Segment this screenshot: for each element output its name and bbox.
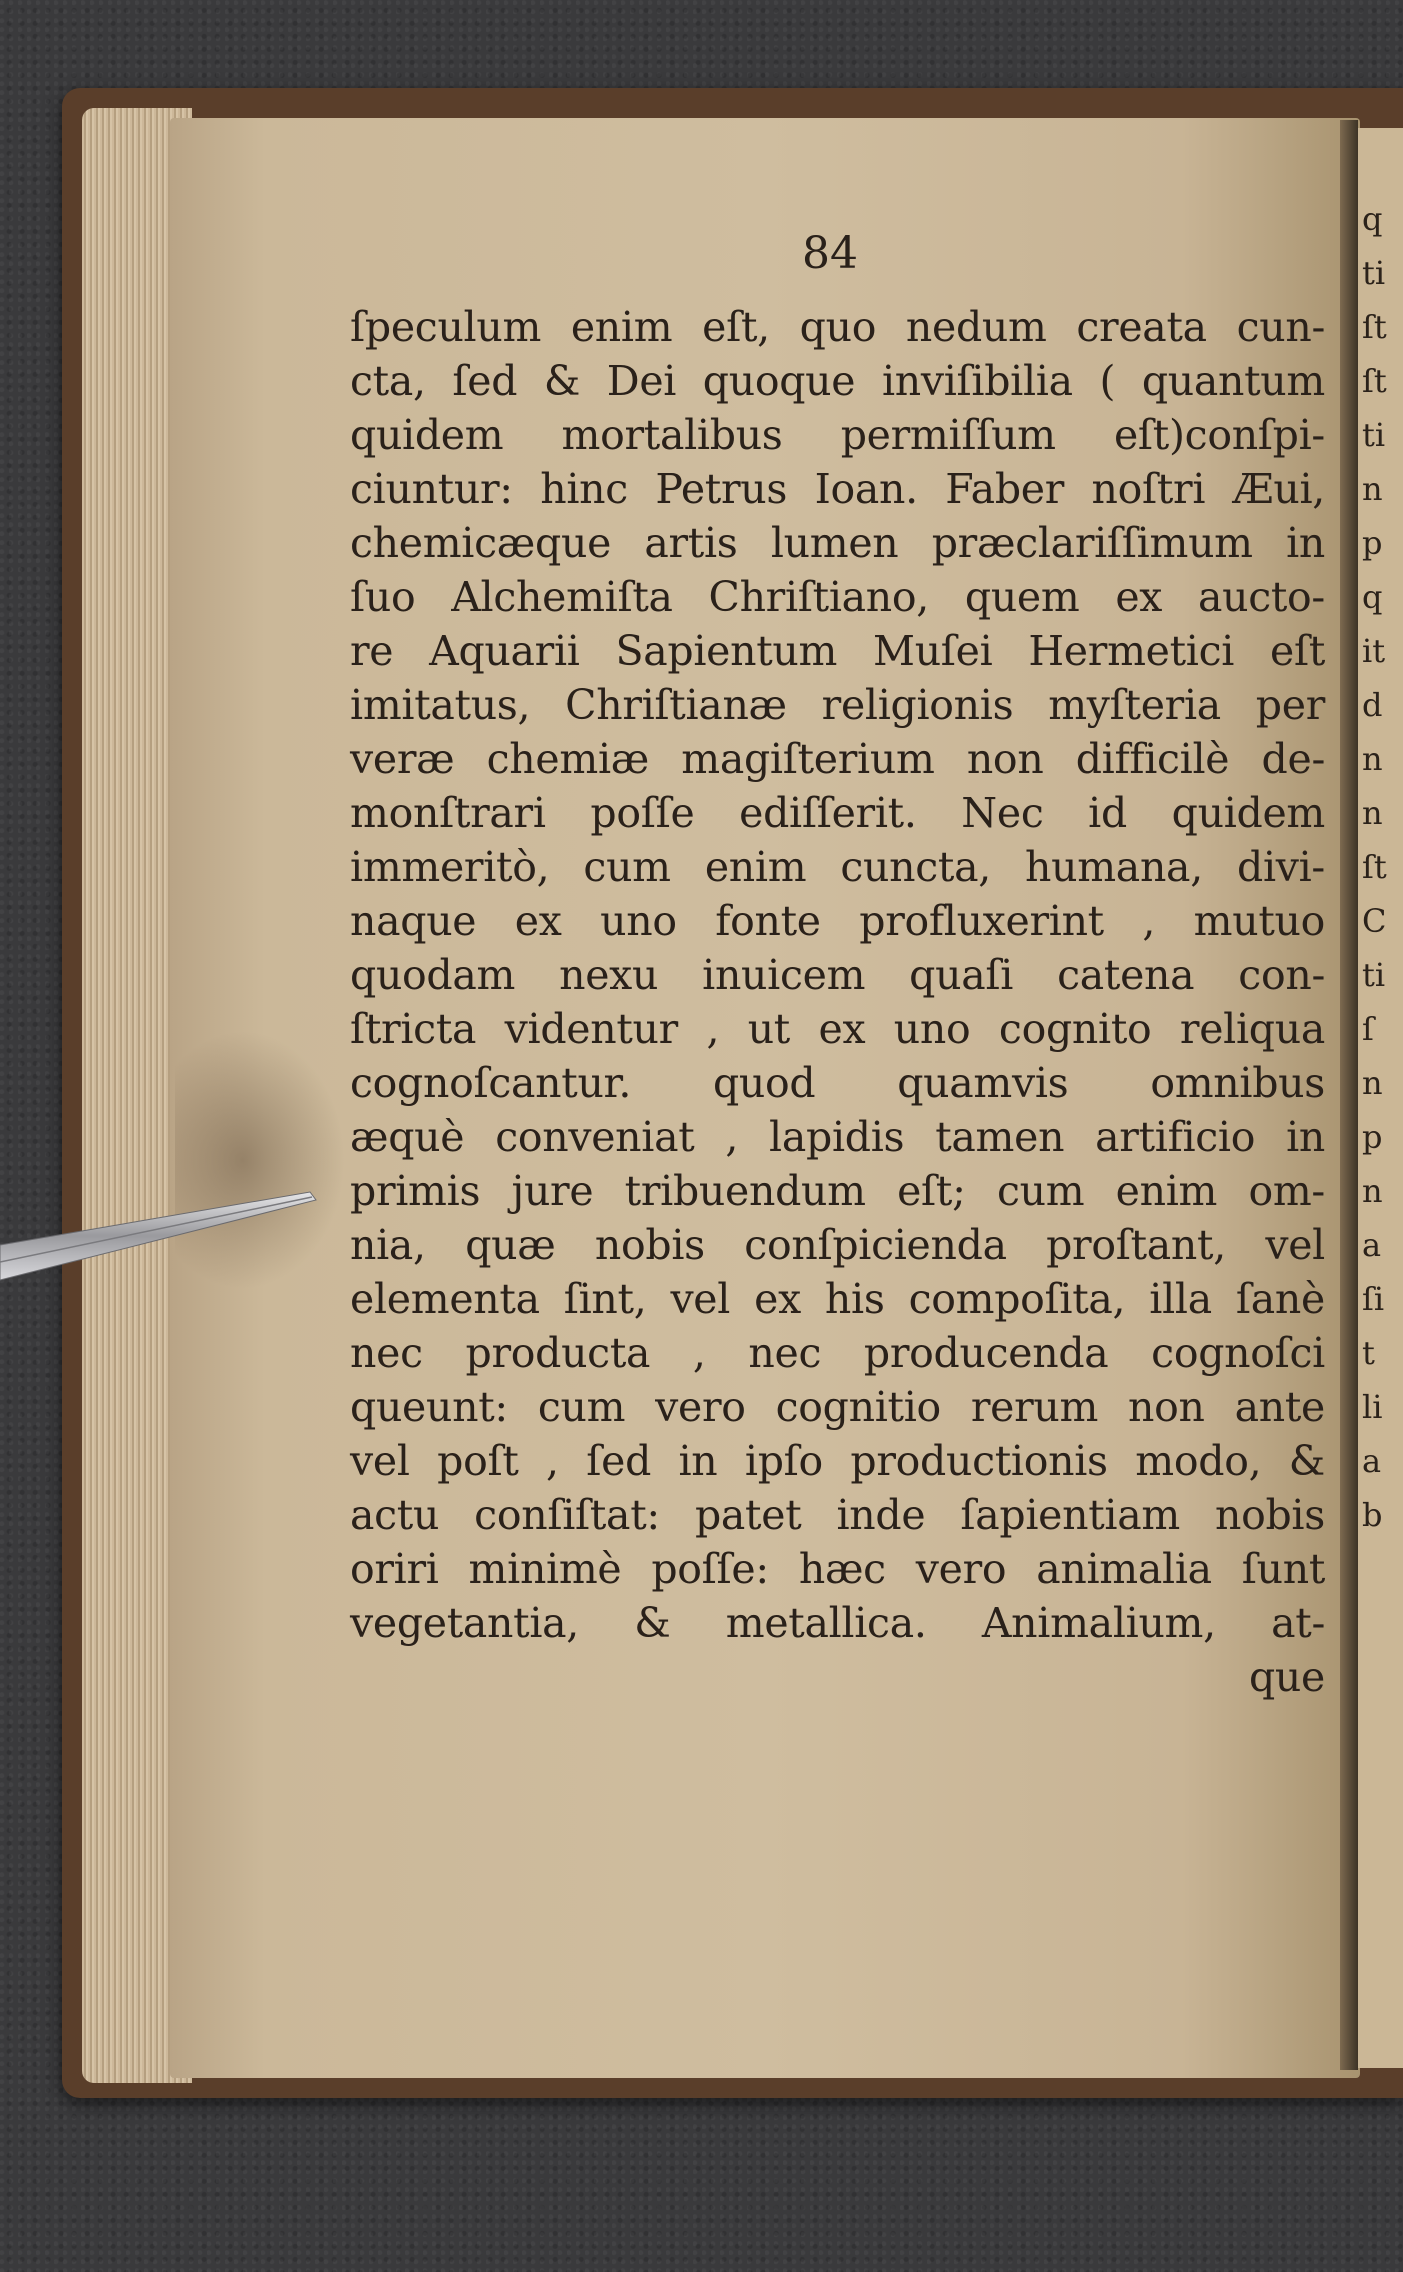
facing-page-fragment: C (1362, 902, 1387, 940)
text-line: naque ex uno fonte profluxerint , mutuo (350, 897, 1325, 945)
facing-page-fragment: n (1362, 794, 1383, 832)
text-line: queunt: cum vero cognitio rerum non ante (350, 1383, 1325, 1431)
page-number: 84 (802, 228, 858, 279)
text-line: elementa ſint, vel ex his compoſita, illa ſanè (350, 1275, 1325, 1323)
facing-page-fragment: n (1362, 470, 1383, 508)
text-line: chemicæque artis lumen præclariſſimum in (350, 519, 1325, 567)
text-line: immeritò, cum enim cuncta, humana, divi- (350, 843, 1325, 891)
text-line: nia, quæ nobis conſpicienda proſtant, vel (350, 1221, 1325, 1269)
facing-page-edge (1358, 128, 1403, 2068)
facing-page-fragment: ſ (1362, 1010, 1374, 1048)
facing-page-fragment: ti (1362, 254, 1386, 292)
text-line: que (1248, 1653, 1325, 1701)
text-line: vegetantia, & metallica. Animalium, at- (350, 1599, 1325, 1647)
facing-page-fragment: q (1362, 200, 1383, 238)
text-line: ſtricta videntur , ut ex uno cognito reliqua (350, 1005, 1325, 1053)
text-line: nec producta , nec producenda cognoſci (350, 1329, 1325, 1377)
text-line: veræ chemiæ magiſterium non difficilè de- (350, 735, 1325, 783)
facing-page-fragment: ſt (1362, 308, 1387, 346)
text-line: ſpeculum enim eſt, quo nedum creata cun- (350, 303, 1325, 351)
text-line: primis jure tribuendum eſt; cum enim om- (350, 1167, 1325, 1215)
facing-page-fragment: ſt (1362, 362, 1387, 400)
text-line: ſuo Alchemiſta Chriſtiano, quem ex aucto- (350, 573, 1325, 621)
facing-page-fragment: n (1362, 1064, 1383, 1102)
facing-page-fragment: ſt (1362, 848, 1387, 886)
facing-page-fragment: d (1362, 686, 1383, 724)
text-block (350, 300, 1325, 1704)
facing-page-fragment: li (1362, 1388, 1383, 1426)
text-line: re Aquarii Sapientum Muſei Hermetici eſt (350, 627, 1325, 675)
tweezers-icon (0, 1150, 320, 1310)
facing-page-fragment: t (1362, 1334, 1375, 1372)
facing-page-fragment: b (1362, 1496, 1383, 1534)
facing-page-fragment: a (1362, 1442, 1382, 1480)
text-line: monſtrari poſſe ediſſerit. Nec id quidem (350, 789, 1325, 837)
text-line: ciuntur: hinc Petrus Ioan. Faber noſtri Æui, (350, 465, 1325, 513)
facing-page-fragment: ti (1362, 956, 1386, 994)
facing-page-fragment: it (1362, 632, 1386, 670)
facing-page-fragment: n (1362, 1172, 1383, 1210)
facing-page-fragment: n (1362, 740, 1383, 778)
text-line: vel poſt , ſed in ipſo productionis modo, & (350, 1437, 1325, 1485)
facing-page-fragment: p (1362, 1118, 1383, 1156)
facing-page-fragment: ſi (1362, 1280, 1385, 1318)
facing-page-fragment: ti (1362, 416, 1386, 454)
facing-page-fragment: q (1362, 578, 1383, 616)
text-line: imitatus, Chriſtianæ religionis myſteria per (350, 681, 1325, 729)
text-line: cta, ſed & Dei quoque inviſibilia ( quantum (350, 357, 1325, 405)
facing-page-fragment: p (1362, 524, 1383, 562)
text-line: oriri minimè poſſe: hæc vero animalia ſunt (350, 1545, 1325, 1593)
book-gutter (1340, 120, 1358, 2070)
text-line: quidem mortalibus permiſſum eſt)conſpi- (350, 411, 1325, 459)
text-line: æquè conveniat , lapidis tamen artificio in (350, 1113, 1325, 1161)
text-line: cognoſcantur. quod quamvis omnibus (350, 1059, 1325, 1107)
text-line: actu conſiſtat: patet inde ſapientiam nobis (350, 1491, 1325, 1539)
facing-page-fragment: a (1362, 1226, 1382, 1264)
text-line: quodam nexu inuicem quaſi catena con- (350, 951, 1325, 999)
